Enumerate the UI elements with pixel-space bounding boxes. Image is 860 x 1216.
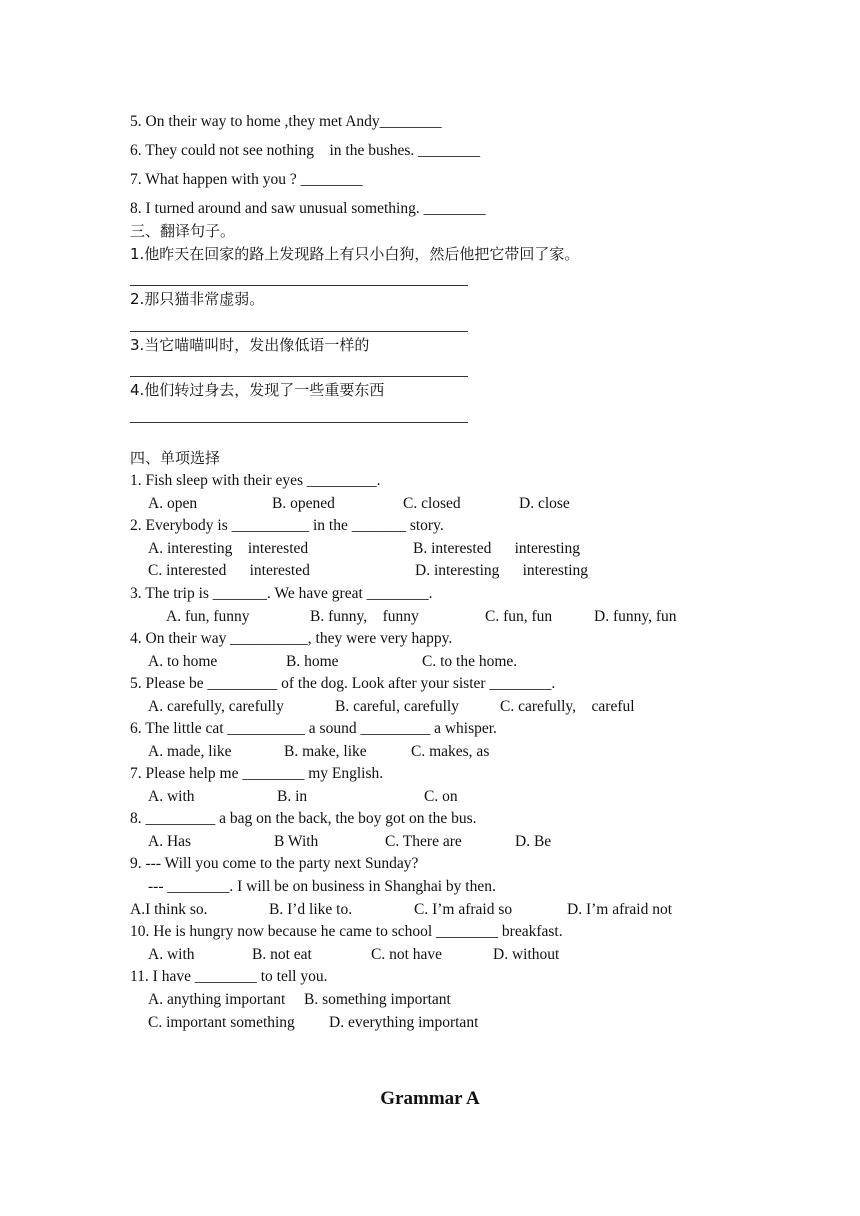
question-7: 7. Please help me ________ my English. xyxy=(130,765,384,782)
q1-option-a: A. open xyxy=(148,495,198,512)
answer-line-1 xyxy=(130,285,468,286)
answer-line-2 xyxy=(130,331,468,332)
choice-title: 四、单项选择 xyxy=(130,449,221,467)
q2-option-b: B. interested interesting xyxy=(413,540,581,557)
q8-option-a: A. Has xyxy=(148,833,192,850)
q5-option-a: A. carefully, carefully xyxy=(148,698,284,715)
q2-option-d: D. interesting interesting xyxy=(415,562,589,579)
question-2: 2. Everybody is __________ in the _______ story. xyxy=(130,517,444,534)
q2-option-c: C. interested interested xyxy=(148,562,310,579)
question-3: 3. The trip is _______. We have great ________. xyxy=(130,585,433,602)
question-11: 11. I have ________ to tell you. xyxy=(130,968,328,985)
question-9-reply: --- ________. I will be on business in Shanghai by then. xyxy=(148,878,496,895)
q11-option-d: D. everything important xyxy=(329,1014,479,1031)
q8-option-b: B With xyxy=(274,833,319,850)
translation-item-1: 1.他昨天在回家的路上发现路上有只小白狗，然后他把它带回了家。 xyxy=(130,245,580,263)
answer-line-3 xyxy=(130,376,468,377)
question-6: 6. The little cat __________ a sound _________ a whisper. xyxy=(130,720,497,737)
question-9: 9. --- Will you come to the party next Sunday? xyxy=(130,855,419,872)
q3-option-c: C. fun, fun xyxy=(485,608,553,625)
q1-option-d: D. close xyxy=(519,495,570,512)
translation-item-2: 2.那只猫非常虚弱。 xyxy=(130,290,265,308)
q9-option-d: D. I’m afraid not xyxy=(567,901,673,918)
translation-title: 三、翻译句子。 xyxy=(130,222,236,240)
q11-option-b: B. something important xyxy=(304,991,451,1008)
q9-option-c: C. I’m afraid so xyxy=(414,901,513,918)
q6-option-c: C. makes, as xyxy=(411,743,490,760)
q4-option-c: C. to the home. xyxy=(422,653,518,670)
q4-option-b: B. home xyxy=(286,653,339,670)
q3-option-a: A. fun, funny xyxy=(166,608,250,625)
q4-option-a: A. to home xyxy=(148,653,218,670)
q10-option-d: D. without xyxy=(493,946,560,963)
q6-option-b: B. make, like xyxy=(284,743,367,760)
q10-option-a: A. with xyxy=(148,946,195,963)
q5-option-c: C. carefully, careful xyxy=(500,698,635,715)
q3-option-b: B. funny, funny xyxy=(310,608,419,625)
q5-option-b: B. careful, carefully xyxy=(335,698,459,715)
q6-option-a: A. made, like xyxy=(148,743,232,760)
answer-line-4 xyxy=(130,422,468,423)
q2-option-a: A. interesting interested xyxy=(148,540,309,557)
q10-option-b: B. not eat xyxy=(252,946,312,963)
q7-option-b: B. in xyxy=(277,788,308,805)
question-10: 10. He is hungry now because he came to school ________ breakfast. xyxy=(130,923,563,940)
question-8: 8. _________ a bag on the back, the boy got on the bus. xyxy=(130,810,477,827)
question-1: 1. Fish sleep with their eyes _________. xyxy=(130,472,381,489)
correction-line-5: 5. On their way to home ,they met Andy________ xyxy=(130,113,442,130)
correction-line-7: 7. What happen with you ? ________ xyxy=(130,171,363,188)
q8-option-d: D. Be xyxy=(515,833,552,850)
translation-item-3: 3.当它喵喵叫时，发出像低语一样的 xyxy=(130,336,370,354)
q8-option-c: C. There are xyxy=(385,833,462,850)
question-4: 4. On their way __________, they were very happy. xyxy=(130,630,453,647)
q11-option-a: A. anything important xyxy=(148,991,286,1008)
q7-option-a: A. with xyxy=(148,788,195,805)
q3-option-d: D. funny, fun xyxy=(594,608,677,625)
q9-option-b: B. I’d like to. xyxy=(269,901,353,918)
q11-option-c: C. important something xyxy=(148,1014,295,1031)
q1-option-b: B. opened xyxy=(272,495,335,512)
section-heading: Grammar A xyxy=(380,1088,480,1109)
question-5: 5. Please be _________ of the dog. Look after your sister ________. xyxy=(130,675,556,692)
q9-option-a: A.I think so. xyxy=(130,901,208,918)
q10-option-c: C. not have xyxy=(371,946,443,963)
translation-item-4: 4.他们转过身去，发现了一些重要东西 xyxy=(130,381,385,399)
q1-option-c: C. closed xyxy=(403,495,461,512)
q7-option-c: C. on xyxy=(424,788,458,805)
correction-line-8: 8. I turned around and saw unusual something. ________ xyxy=(130,200,486,217)
correction-line-6: 6. They could not see nothing in the bushes. ________ xyxy=(130,142,481,159)
